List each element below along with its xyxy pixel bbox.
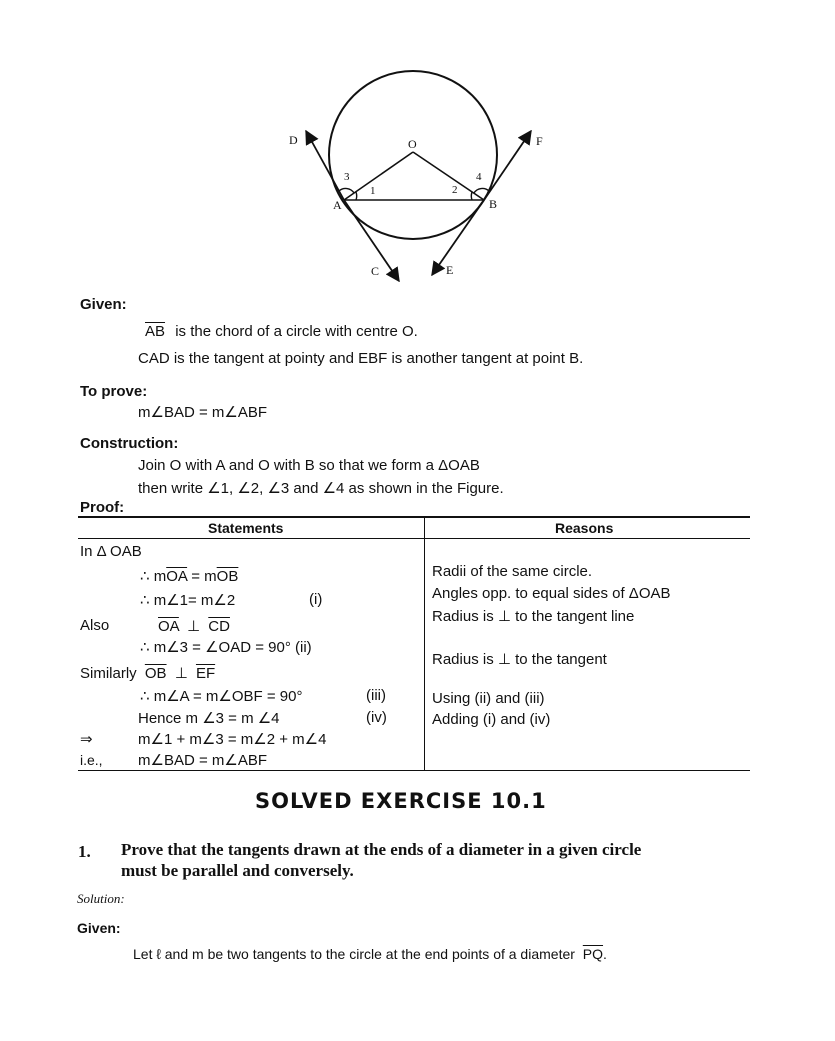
statement-row-4-word: Also <box>80 617 110 634</box>
to-prove-heading: To prove: <box>80 383 148 400</box>
statement-row-5: ∴ m∠3 = ∠OAD = 90° (ii) <box>140 639 312 656</box>
angle-arc-2 <box>471 192 472 200</box>
exercise-title: SOLVED EXERCISE 10.1 <box>255 789 547 813</box>
table-divider <box>424 516 425 771</box>
segment-ef: $\overline{EF}$ <box>195 665 216 682</box>
exercise-given-end: . <box>603 946 607 962</box>
angle-arc-4 <box>474 188 489 193</box>
circle-tangent-figure <box>0 0 835 300</box>
statement-row-6 <box>80 664 215 682</box>
given-line-2: CAD is the tangent at pointy and EBF is another tangent at point B. <box>138 350 584 367</box>
construction-heading: Construction: <box>80 435 179 452</box>
label-f: F <box>536 134 543 148</box>
reason-1: Radii of the same circle. <box>432 563 593 580</box>
label-angle-4: 4 <box>476 171 482 183</box>
perp-symbol-2: ⊥ <box>174 665 188 682</box>
segment-ob-2: $\overline{OB}$ <box>144 665 167 682</box>
radius-oa <box>344 152 413 200</box>
given-line-1-text: is the chord of a circle with centre O. <box>175 323 418 340</box>
construction-line-2: then write ∠1, ∠2, ∠3 and ∠4 as shown in the Figure. <box>138 480 504 497</box>
reason-2: Angles opp. to equal sides of ΔOAB <box>432 585 671 602</box>
question-line-1: Prove that the tangents drawn at the ends of a diameter in a given circle <box>121 840 642 859</box>
tangent-ebf <box>484 131 531 200</box>
segment-ab: $\overline{AB}$ <box>145 323 166 340</box>
table-bottom-rule <box>78 770 750 771</box>
statement-row-4 <box>158 617 230 635</box>
label-o: O <box>408 137 417 151</box>
exercise-given-heading: Given: <box>77 920 121 936</box>
statement-row-1: In Δ OAB <box>80 543 142 560</box>
segment-pq: $\overline{PQ}$ <box>582 946 604 962</box>
statement-row-2 <box>140 567 238 585</box>
given-line-1 <box>145 323 418 340</box>
col-statements-header: Statements <box>208 520 284 536</box>
solution-label: Solution: <box>77 891 125 906</box>
to-prove-statement: m∠BAD = m∠ABF <box>138 404 267 421</box>
statement-row-7: ∴ m∠A = m∠OBF = 90° <box>140 688 303 705</box>
statement-row-9: m∠1 + m∠3 = m∠2 + m∠4 <box>138 731 327 748</box>
reason-4: Radius is ⊥ to the tangent <box>432 651 607 668</box>
statement-row-8-tag: (iv) <box>366 709 387 726</box>
statement-row-3-tag: (i) <box>309 591 323 608</box>
label-a: A <box>333 198 342 212</box>
given-heading: Given: <box>80 296 127 313</box>
reason-6: Adding (i) and (iv) <box>432 711 551 728</box>
label-c: C <box>371 264 380 278</box>
statement-row-6-word: Similarly <box>80 665 137 682</box>
radius-ob <box>413 152 484 200</box>
exercise-given-body: Let ℓ and m be two tangents to the circle at the end points of a diameter <box>133 946 575 962</box>
label-angle-2: 2 <box>452 184 458 196</box>
question-line-2: must be parallel and conversely. <box>121 861 354 880</box>
label-b: B <box>489 197 498 211</box>
construction-line-1: Join O with A and O with B so that we form a ΔOAB <box>138 457 480 474</box>
statement-row-7-tag: (iii) <box>366 687 386 704</box>
perp-symbol-1: ⊥ <box>187 618 201 635</box>
angle-arc-1 <box>356 192 357 200</box>
table-header-rule <box>78 538 750 539</box>
label-angle-1: 1 <box>370 185 376 197</box>
label-angle-3: 3 <box>344 171 350 183</box>
col-reasons-header: Reasons <box>555 520 614 536</box>
reason-5: Using (ii) and (iii) <box>432 690 545 707</box>
question-number: 1. <box>78 842 91 861</box>
statement-row-3: ∴ m∠1= m∠2 <box>140 592 236 609</box>
statement-row-9-symbol: ⇒ <box>80 731 93 748</box>
tangent-ebf-lower <box>432 200 484 275</box>
statement-row-2-pre: ∴ m <box>140 568 167 585</box>
tangent-cad <box>306 131 344 200</box>
table-top-rule <box>78 516 750 518</box>
statement-row-10-word: i.e., <box>80 752 103 768</box>
segment-oa-2: $\overline{OA}$ <box>158 618 179 635</box>
segment-oa: $\overline{OA}$ <box>166 568 188 585</box>
label-e: E <box>446 263 454 277</box>
proof-heading: Proof: <box>80 499 125 516</box>
angle-arc-3 <box>339 188 354 193</box>
segment-ob: $\overline{OB}$ <box>216 568 239 585</box>
statement-row-10: m∠BAD = m∠ABF <box>138 752 267 769</box>
reason-3: Radius is ⊥ to the tangent line <box>432 608 635 625</box>
statement-row-2-mid: = m <box>187 568 217 585</box>
exercise-given-text <box>133 946 607 962</box>
statement-row-8: Hence m ∠3 = m ∠4 <box>138 710 280 727</box>
label-d: D <box>289 133 298 147</box>
segment-cd: $\overline{CD}$ <box>208 618 230 635</box>
